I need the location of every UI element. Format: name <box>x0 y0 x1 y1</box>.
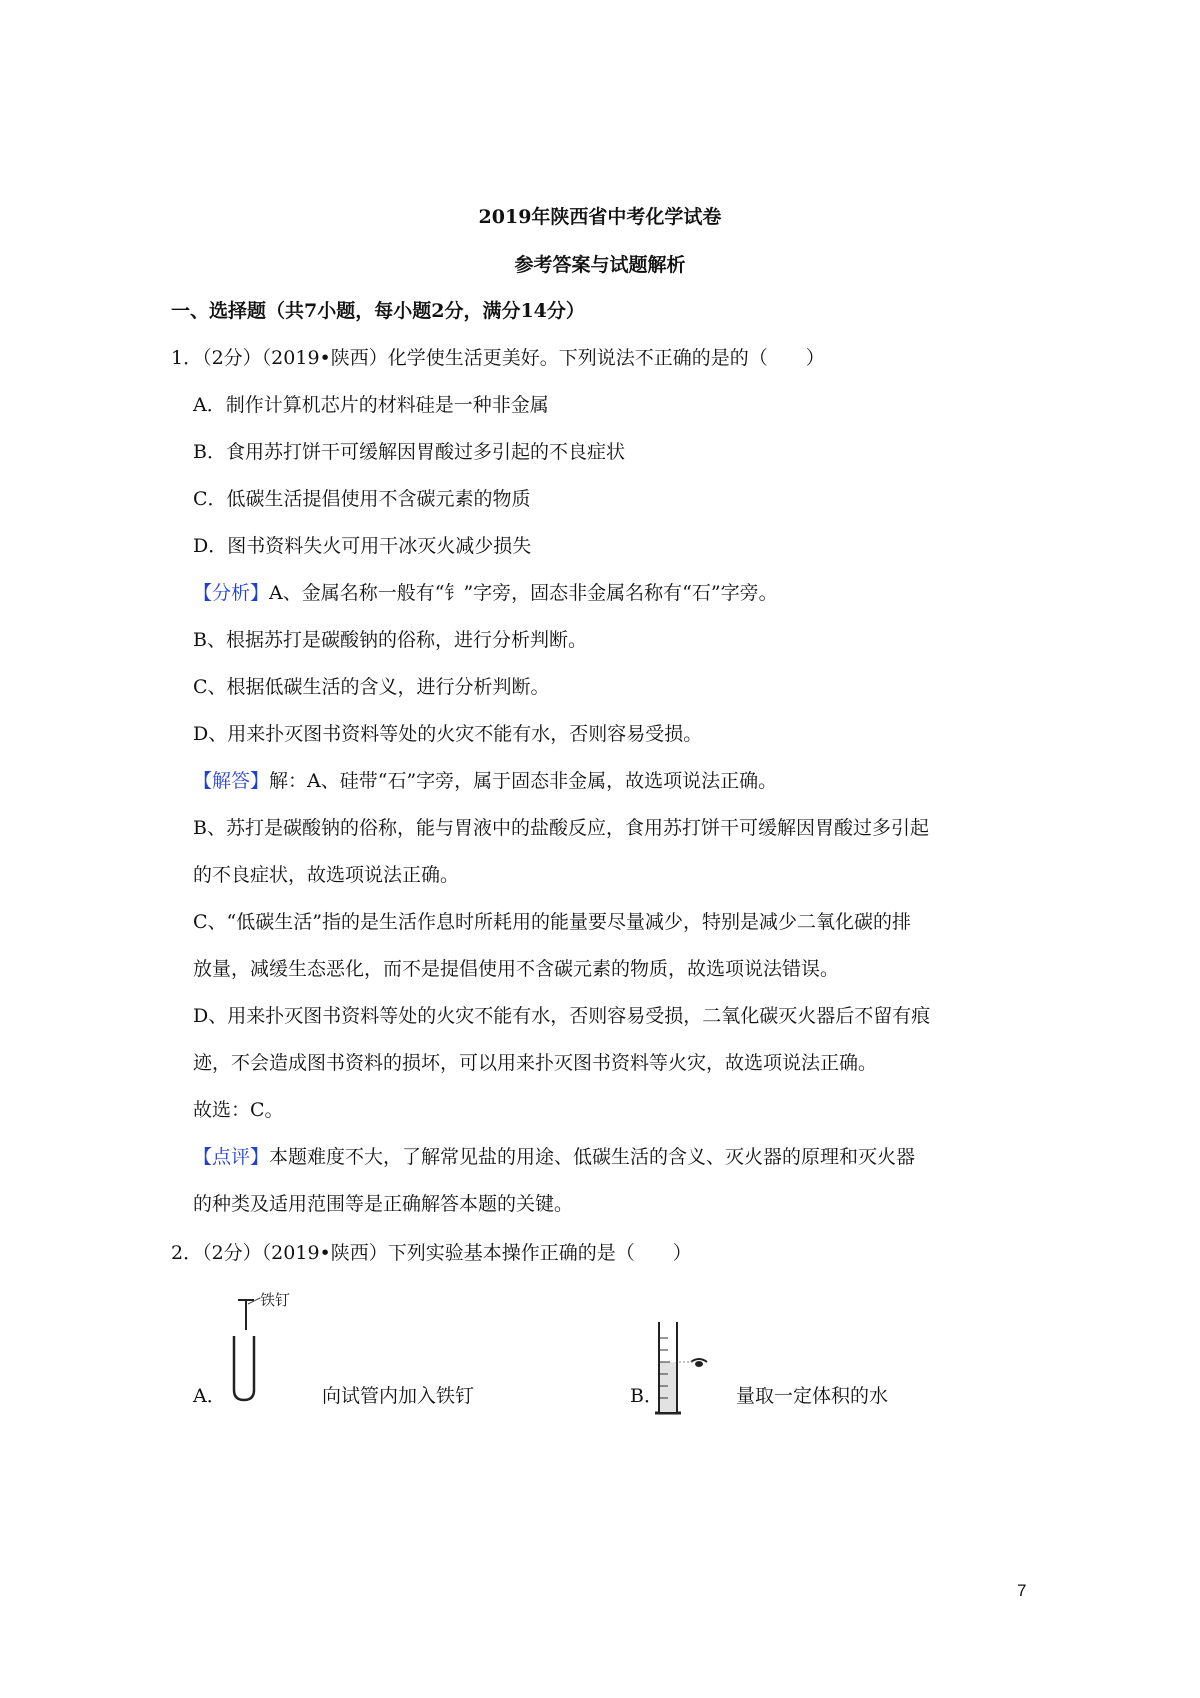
question-1-option-c: C．低碳生活提倡使用不含碳元素的物质 <box>193 488 531 510</box>
comment-line-1 <box>193 1144 915 1170</box>
page-number: 7 <box>1017 1581 1027 1600</box>
question-2-option-b-text: 量取一定体积的水 <box>736 1385 889 1407</box>
answer-line-3: 的不良症状，故选项说法正确。 <box>193 864 460 886</box>
graduated-cylinder-figure <box>655 1320 727 1418</box>
section-heading: 一、选择题（共7小题，每小题2分，满分14分） <box>171 300 585 322</box>
analysis-text: A、金属名称一般有“钅”字旁，固态非金属名称有“石”字旁。 <box>269 582 778 604</box>
question-1-option-d: D．图书资料失火可用干冰灭火减少损失 <box>193 535 532 557</box>
comment-tag: 【点评】 <box>193 1146 270 1168</box>
eye-pupil <box>695 1361 703 1367</box>
question-1-stem: 1．（2分）（2019•陕西）化学使生活更美好。下列说法不正确的是的（ ） <box>171 347 825 369</box>
question-2-option-b-letter: B． <box>630 1385 663 1407</box>
analysis-line-2: B、根据苏打是碳酸钠的俗称，进行分析判断。 <box>193 629 587 651</box>
nail-label: 铁钉 <box>260 1292 291 1309</box>
question-1-option-a: A．制作计算机芯片的材料硅是一种非金属 <box>193 394 549 416</box>
answer-line-2: B、苏打是碳酸钠的俗称，能与胃液中的盐酸反应，食用苏打饼干可缓解因胃酸过多引起 <box>193 817 929 839</box>
answer-line-6: D、用来扑灭图书资料等处的火灾不能有水，否则容易受损，二氧化碳灭火器后不留有痕 <box>193 1005 931 1027</box>
analysis-line-1 <box>193 580 778 606</box>
answer-tag: 【解答】 <box>193 770 270 792</box>
comment-text: 本题难度不大，了解常见盐的用途、低碳生活的含义、灭火器的原理和灭火器 <box>269 1146 916 1168</box>
comment-line-2: 的种类及适用范围等是正确解答本题的关键。 <box>193 1193 574 1215</box>
answer-line-8: 故选：C。 <box>193 1099 284 1121</box>
answer-line-1 <box>193 768 777 794</box>
page-title: 2019年陕西省中考化学试卷 <box>478 206 722 228</box>
analysis-line-3: C、根据低碳生活的含义，进行分析判断。 <box>193 676 550 698</box>
question-2-option-a-letter: A． <box>193 1385 226 1407</box>
question-2-option-a-text: 向试管内加入铁钉 <box>322 1385 475 1407</box>
answer-line-5: 放量，减缓生态恶化，而不是提倡使用不含碳元素的物质，故选项说法错误。 <box>193 958 840 980</box>
question-1-option-b: B．食用苏打饼干可缓解因胃酸过多引起的不良症状 <box>193 441 625 463</box>
page-subtitle: 参考答案与试题解析 <box>514 254 686 276</box>
test-tube-with-nail-figure <box>232 1290 332 1402</box>
answer-text: 解：A、硅带“石”字旁，属于固态非金属，故选项说法正确。 <box>269 770 778 792</box>
analysis-line-4: D、用来扑灭图书资料等处的火灾不能有水，否则容易受损。 <box>193 723 703 745</box>
answer-line-7: 迹，不会造成图书资料的损坏，可以用来扑灭图书资料等火灾，故选项说法正确。 <box>193 1052 878 1074</box>
analysis-tag: 【分析】 <box>193 582 270 604</box>
test-tube-outline <box>234 1336 254 1400</box>
question-2-stem: 2．（2分）（2019•陕西）下列实验基本操作正确的是（ ） <box>171 1242 692 1264</box>
answer-line-4: C、“低碳生活”指的是生活作息时所耗用的能量要尽量减少，特别是减少二氧化碳的排 <box>193 911 911 933</box>
